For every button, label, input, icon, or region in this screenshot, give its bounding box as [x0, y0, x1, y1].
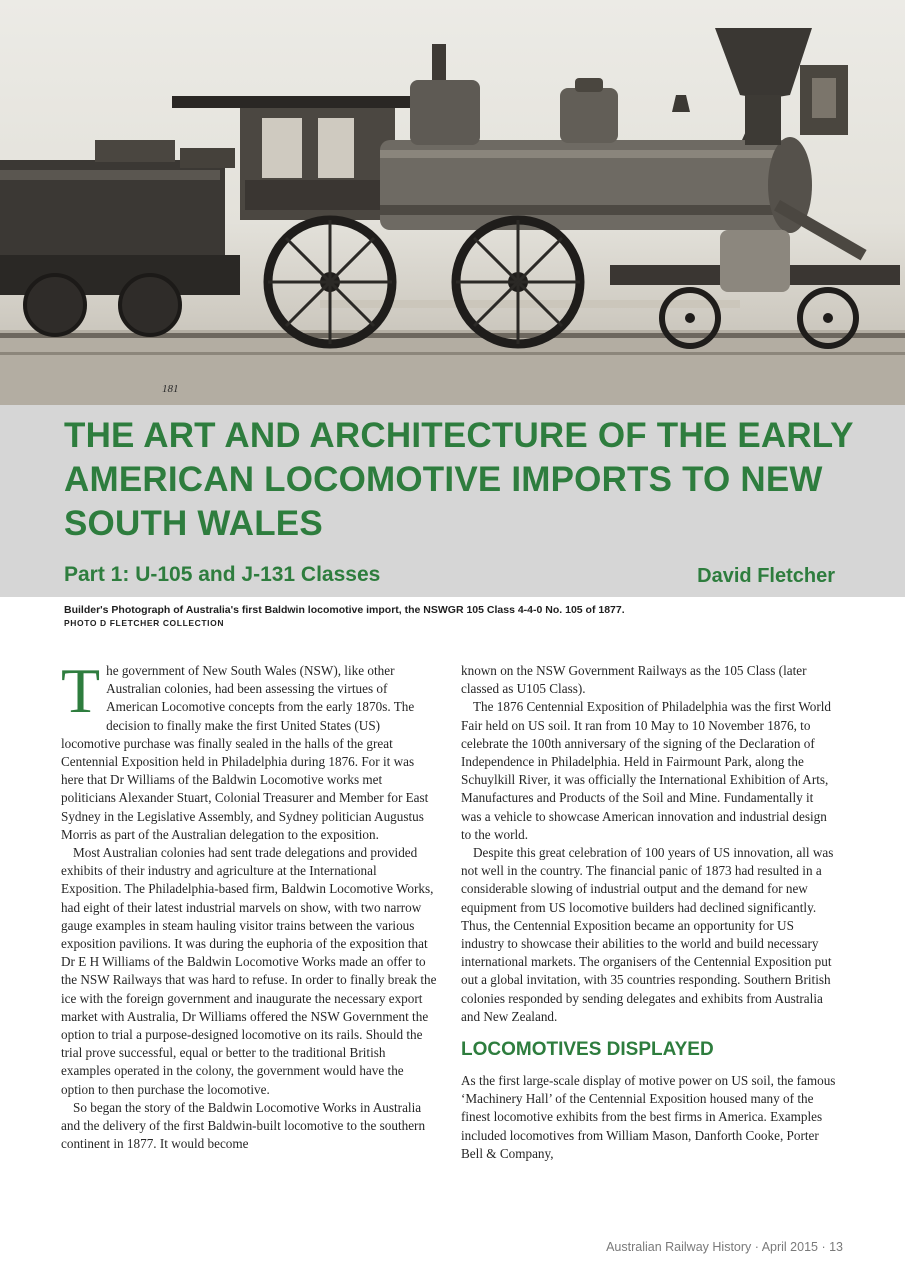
driving-wheel-front	[456, 220, 580, 344]
paragraph: Most Australian colonies had sent trade delegations and provided exhibits of their industry and agriculture at the International Exposition. The Philadelphia-based firm, Baldwin Locomotive Works, had eight of their latest industrial marvels on show, with two narrow gauge examples in steam hauling visitor trains between the various exposition pavilions. It was during the euphoria of the exposition that Dr E H Williams of the Baldwin Locomotive Works made an offer to the NSW Railways that was hard to refuse. In order to finally break the ice with the foreign government and inaugurate the necessary export market with Australia, Dr Williams offered the NSW Government the option to trial a purpose-designed locomotive on its rails. Should the trial prove successful, equal or better to the traditional British examples operated in the colony, the government would have the option to then purchase the locomotive.	[61, 845, 437, 1097]
driving-wheel-rear	[268, 220, 392, 344]
paragraph: As the first large-scale display of motive power on US soil, the famous ‘Machinery Hall’ of the Centennial Exposition housed many of the finest locomotive exhibits from the best firms in America. Examples included locomotives from William Mason, Danforth Cooke, Porter Bell & Company,	[461, 1073, 836, 1161]
caption-text: Builder's Photograph of Australia's first Baldwin locomotive import, the NSWGR 105 Class 4-4-0 No. 105 of 1877.	[64, 604, 625, 616]
paragraph	[61, 655, 437, 844]
boiler	[380, 28, 848, 233]
rail	[0, 333, 905, 338]
article-column-left	[61, 655, 437, 1153]
ground	[0, 330, 905, 405]
paragraph: So began the story of the Baldwin Locomotive Works in Australia and the delivery of the first Baldwin-built locomotive to the southern continent in 1877. It would become	[61, 1099, 426, 1152]
photo-scrawled-number: 181	[162, 383, 179, 395]
locomotive-photo	[0, 0, 905, 405]
rail-far	[0, 352, 905, 355]
photo-caption	[64, 604, 864, 628]
locomotive-illustration	[0, 0, 905, 405]
paragraph: Despite this great celebration of 100 years of US innovation, all was not well in the country. The financial panic of 1873 had resulted in a considerable slowing of industrial output and the demand for new equipment from US locomotive builders had declined significantly. Thus, the Centennial Exposition became an opportunity for US industry to showcase their abilities to the world and build necessary international markets. The organisers of the Centennial Exposition put out a global invitation, with 35 countries responding. Southern British colonies responded by sending delegates and exhibits from Australia and New Zealand.	[461, 845, 834, 1024]
paragraph: known on the NSW Government Railways as the 105 Class (later classed as U105 Class).	[461, 663, 807, 697]
page-footer: Australian Railway History · April 2015 · 13	[606, 1240, 843, 1254]
article-title: THE ART AND ARCHITECTURE OF THE EARLY AMERICAN LOCOMOTIVE IMPORTS TO NEW SOUTH WALES	[64, 416, 854, 543]
article-subtitle: Part 1: U-105 and J-131 Classes	[64, 563, 381, 586]
tender	[0, 140, 240, 335]
photo-credit: PHOTO D FLETCHER COLLECTION	[64, 618, 225, 628]
drop-cap: T	[61, 655, 101, 726]
article-author: David Fletcher	[697, 565, 835, 587]
paragraph-text: he government of New South Wales (NSW), like other Australian colonies, had been assessing the virtues of American Locomotive concepts from the early 1870s. The decision to finally make the first United States (US) locomotive purchase was finally sealed in the halls of the great Centennial Exposition held in Philadelphia during 1876. For it was here that Dr Williams of the Baldwin Locomotive works met politicians Alexander Stuart, Colonial Treasurer and Member for East Sydney in the Legislative Assembly, and Sydney politician Augustus Morris as part of the Australian delegation to the exposition.	[61, 663, 429, 842]
paragraph: The 1876 Centennial Exposition of Philadelphia was the first World Fair held on US soil. It ran from 10 May to 10 November 1876, to celebrate the 100th anniversary of the signing of the Declaration of Independence in Philadelphia. Held in Fairmount Park, along the Schuylkill River, it was officially the International Exhibition of Arts, Manufactures and Products of the Soil and Mine. Fundamentally it was a vehicle to showcase American innovation and industrial design to the world.	[461, 699, 831, 842]
section-heading: LOCOMOTIVES DISPLAYED	[461, 1039, 714, 1061]
article-column-right	[461, 662, 837, 1163]
